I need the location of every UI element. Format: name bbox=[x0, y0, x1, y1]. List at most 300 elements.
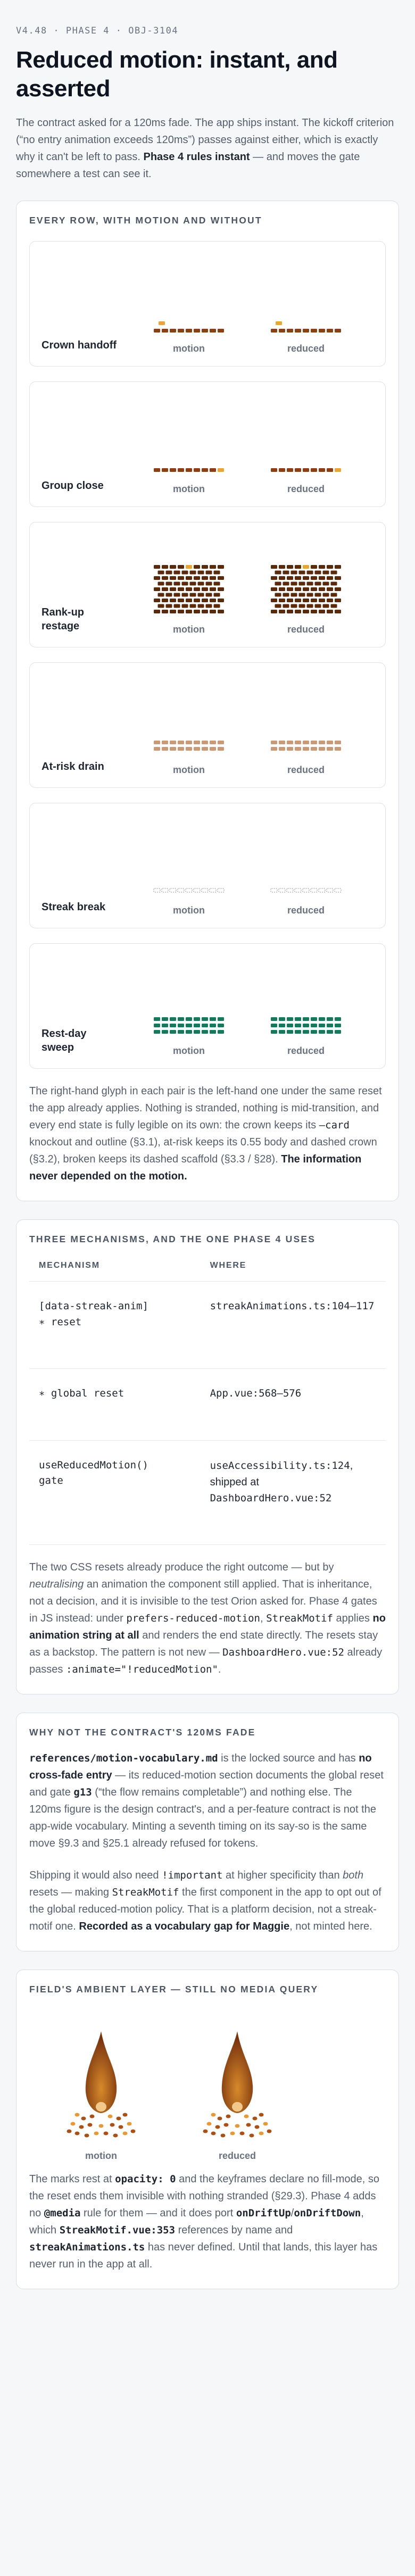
tile-mark bbox=[311, 610, 317, 613]
text: The marks rest at bbox=[29, 2173, 115, 2186]
flame-body bbox=[86, 2031, 117, 2113]
tile-mark bbox=[299, 571, 305, 575]
motion-caption: motion bbox=[173, 905, 205, 916]
tile-mark bbox=[194, 576, 200, 580]
tile-mark bbox=[279, 468, 285, 472]
mechanisms-table bbox=[29, 1261, 386, 1545]
tile-mark bbox=[311, 587, 317, 591]
tile-mark bbox=[214, 604, 220, 608]
italic: neutralising bbox=[29, 1578, 84, 1591]
tile-mark bbox=[218, 1024, 224, 1027]
tile-mark bbox=[210, 468, 216, 472]
tile-mark bbox=[186, 741, 192, 744]
table-row bbox=[29, 1440, 386, 1544]
text: Shipping it would also need bbox=[29, 1869, 162, 1882]
tile-mark bbox=[287, 329, 293, 333]
tile-mark bbox=[315, 582, 321, 586]
where-text: , shipped at bbox=[210, 1459, 353, 1488]
rest-reduced-glyph bbox=[269, 958, 343, 1037]
where-code: App.vue:568–576 bbox=[210, 1387, 302, 1400]
code-span: StreakMotif bbox=[266, 1613, 333, 1625]
break-reduced-glyph bbox=[269, 817, 343, 897]
tile-mark bbox=[327, 576, 333, 580]
ember-dot bbox=[75, 2113, 80, 2117]
tile-mark bbox=[210, 565, 216, 569]
tile-mark bbox=[190, 593, 196, 597]
tile-mark bbox=[335, 576, 341, 580]
tile-mark bbox=[186, 747, 192, 751]
tile-mark bbox=[210, 329, 216, 333]
reduced-caption: reduced bbox=[287, 343, 325, 354]
tile-mark bbox=[174, 593, 180, 597]
tile-mark bbox=[335, 1017, 341, 1021]
tile-mark bbox=[170, 587, 176, 591]
tile-mark bbox=[154, 576, 160, 580]
page bbox=[16, 26, 399, 2289]
tile-mark bbox=[303, 610, 309, 613]
tile-mark bbox=[335, 599, 341, 602]
tile-mark bbox=[210, 587, 216, 591]
tile-mark bbox=[299, 593, 305, 597]
code-span: —card bbox=[319, 1119, 350, 1132]
tile-mark bbox=[166, 593, 172, 597]
tile-mark bbox=[295, 1030, 301, 1034]
flame-core bbox=[96, 2102, 106, 2112]
tile-mark bbox=[327, 610, 333, 613]
tile-mark bbox=[307, 571, 313, 575]
ember-dot bbox=[218, 2117, 222, 2121]
tile-mark bbox=[291, 582, 297, 586]
row-label: Crown handoff bbox=[42, 339, 117, 352]
ember-dot bbox=[81, 2117, 86, 2121]
tile-mark bbox=[154, 1024, 160, 1027]
tile-mark bbox=[206, 604, 212, 608]
tile-mark bbox=[210, 1024, 216, 1027]
tile-mark bbox=[178, 1030, 184, 1034]
flame-body bbox=[222, 2031, 253, 2113]
tile-mark bbox=[303, 1030, 309, 1034]
tile-mark bbox=[194, 565, 200, 569]
tile-mark bbox=[194, 329, 200, 333]
tile-mark bbox=[218, 888, 224, 892]
tile-mark bbox=[194, 587, 200, 591]
field-stage bbox=[29, 2006, 386, 2165]
mechanism-name: gate bbox=[39, 1475, 63, 1487]
ember-dot bbox=[259, 2113, 264, 2117]
ember-dot bbox=[67, 2130, 72, 2133]
code-span: g13 bbox=[73, 1786, 92, 1799]
tile-mark bbox=[283, 593, 289, 597]
tile-mark bbox=[319, 747, 325, 751]
tile-mark bbox=[186, 329, 192, 333]
tile-mark bbox=[299, 604, 305, 608]
row-at-risk-drain bbox=[29, 662, 386, 788]
tile-mark bbox=[279, 565, 285, 569]
ember-dot bbox=[110, 2123, 115, 2127]
tile-mark bbox=[287, 610, 293, 613]
tile-mark bbox=[335, 587, 341, 591]
ember-dot bbox=[244, 2115, 249, 2118]
tile-mark bbox=[287, 565, 293, 569]
rank-reduced-glyph bbox=[269, 536, 343, 616]
tile-mark bbox=[275, 571, 281, 575]
italic: both bbox=[343, 1869, 364, 1882]
tile-mark bbox=[271, 599, 277, 602]
mechanisms-card bbox=[16, 1219, 399, 1694]
tile-mark bbox=[275, 582, 281, 586]
drain-reduced-glyph bbox=[269, 677, 343, 757]
tile-mark bbox=[218, 576, 224, 580]
ember-dot bbox=[253, 2117, 258, 2121]
table-header-row bbox=[29, 1261, 386, 1282]
tile-mark bbox=[327, 1024, 333, 1027]
tile-mark bbox=[162, 1024, 168, 1027]
tile-mark bbox=[154, 747, 160, 751]
mechanism-code: [data-streak-anim] bbox=[39, 1300, 148, 1312]
text: an animation the component still applied. That is inheritance, not a decision, and it is invisible to the test Orion asked for. Phase 4 gates in JS instead: under bbox=[29, 1578, 377, 1625]
tile-mark bbox=[311, 1030, 317, 1034]
text: knockout and outline (§3.1), at-risk keeps its 0.55 body and dashed crown (§3.2), broken keeps its dashed scaffold (§3.3 / §28). bbox=[29, 1136, 377, 1166]
tile-mark bbox=[271, 565, 277, 569]
tile-mark bbox=[311, 1024, 317, 1027]
tile-mark bbox=[194, 741, 200, 744]
tile-mark bbox=[210, 741, 216, 744]
tile-mark bbox=[194, 1024, 200, 1027]
tile-mark bbox=[335, 468, 341, 472]
tile-mark bbox=[311, 565, 317, 569]
tile-mark bbox=[295, 741, 301, 744]
tile-mark bbox=[303, 599, 309, 602]
tile-mark bbox=[287, 888, 293, 892]
tile-mark bbox=[327, 1030, 333, 1034]
ember-dot bbox=[117, 2117, 121, 2121]
tile-mark bbox=[178, 587, 184, 591]
lede bbox=[16, 114, 399, 182]
code-span: !important bbox=[162, 1869, 223, 1882]
tile-mark bbox=[178, 468, 184, 472]
tile-mark bbox=[162, 576, 168, 580]
text: . bbox=[218, 1664, 221, 1676]
tile-mark bbox=[158, 571, 164, 575]
tile-mark bbox=[303, 888, 309, 892]
tile-mark bbox=[291, 604, 297, 608]
code-span: prefers-reduced-motion bbox=[126, 1613, 261, 1625]
tile-mark bbox=[194, 599, 200, 602]
tile-mark bbox=[202, 1024, 208, 1027]
code-span: StreakMotif bbox=[112, 1887, 179, 1899]
tile-mark bbox=[319, 1017, 325, 1021]
mechanism-cell bbox=[29, 1282, 201, 1369]
code-span: opacity: 0 bbox=[115, 2173, 176, 2186]
flame-reduced-icon bbox=[197, 2027, 277, 2144]
tile-mark bbox=[303, 747, 309, 751]
tile-mark bbox=[331, 571, 337, 575]
tile-mark bbox=[276, 321, 282, 325]
ember-dot bbox=[246, 2123, 251, 2127]
break-glyph-svg bbox=[269, 884, 343, 897]
text: is the locked source and has bbox=[218, 1752, 359, 1765]
tile-mark bbox=[331, 604, 337, 608]
tile-mark bbox=[218, 747, 224, 751]
tile-mark bbox=[327, 468, 333, 472]
tile-mark bbox=[279, 747, 285, 751]
tile-mark bbox=[287, 1024, 293, 1027]
tile-mark bbox=[319, 565, 325, 569]
rest-glyph-svg bbox=[269, 1014, 343, 1037]
tile-mark bbox=[319, 599, 325, 602]
table-row bbox=[29, 1369, 386, 1440]
break-glyph-svg bbox=[152, 884, 226, 897]
ember-dot bbox=[119, 2125, 123, 2129]
tile-mark bbox=[162, 468, 168, 472]
tile-mark bbox=[170, 599, 176, 602]
tile-mark bbox=[158, 582, 164, 586]
tile-mark bbox=[319, 1030, 325, 1034]
tile-mark bbox=[178, 888, 184, 892]
code-span: @media bbox=[44, 2207, 81, 2220]
lede-text: The contract asked for a 120ms fade. The app ships instant. The kickoff criterion (“no entry animation exceeds 120ms”) passes against either, which is exactly why it can't be left to pass. bbox=[16, 117, 394, 163]
tile-mark bbox=[154, 610, 160, 613]
ember-dot bbox=[215, 2125, 220, 2129]
ember-dot bbox=[85, 2134, 89, 2138]
tile-mark bbox=[279, 1024, 285, 1027]
card-title: FIELD'S AMBIENT LAYER — STILL NO MEDIA QUERY bbox=[29, 1984, 319, 1995]
text: and the keyframes declare no fill-mode, so the reset ends them invisible with nothing stranded (§29.3). Phase 4 adds no bbox=[29, 2173, 379, 2220]
tile-mark bbox=[174, 604, 180, 608]
where-cell bbox=[201, 1369, 386, 1440]
tile-mark bbox=[154, 587, 160, 591]
tile-mark bbox=[279, 599, 285, 602]
crown-reduced-glyph bbox=[269, 255, 343, 335]
mechanism-code: useReducedMotion() bbox=[39, 1459, 148, 1471]
text: rule for them — and it does port bbox=[80, 2207, 236, 2220]
row-label: At-risk drain bbox=[42, 761, 104, 773]
rank-glyph-svg bbox=[269, 563, 343, 616]
tile-mark bbox=[291, 593, 297, 597]
tile-mark bbox=[271, 587, 277, 591]
text: , not minted here. bbox=[289, 1921, 372, 1933]
tile-mark bbox=[299, 582, 305, 586]
tile-mark bbox=[271, 888, 277, 892]
tile-mark bbox=[166, 604, 172, 608]
ember-dot bbox=[75, 2132, 80, 2135]
tile-mark bbox=[178, 576, 184, 580]
code-span: DashboardHero.vue:52 bbox=[222, 1647, 344, 1659]
reduced-caption: reduced bbox=[287, 905, 325, 916]
row-rest-day-sweep bbox=[29, 943, 386, 1069]
tile-mark bbox=[162, 599, 168, 602]
tile-mark bbox=[271, 576, 277, 580]
drain-glyph-svg bbox=[269, 735, 343, 757]
tile-mark bbox=[287, 1030, 293, 1034]
tile-mark bbox=[335, 329, 341, 333]
tile-mark bbox=[206, 582, 212, 586]
tile-mark bbox=[323, 582, 329, 586]
reduced-caption: reduced bbox=[287, 1045, 325, 1057]
tile-mark bbox=[303, 565, 309, 569]
code-span: onDriftDown bbox=[294, 2207, 361, 2220]
tile-mark bbox=[315, 571, 321, 575]
tile-mark bbox=[319, 741, 325, 744]
tile-mark bbox=[319, 587, 325, 591]
tile-mark bbox=[323, 571, 329, 575]
row-label: Streak break bbox=[42, 901, 106, 913]
row-label: Rest-day sweep bbox=[42, 1028, 87, 1054]
tile-mark bbox=[271, 329, 277, 333]
tile-mark bbox=[319, 576, 325, 580]
tile-mark bbox=[170, 747, 176, 751]
text: applies bbox=[333, 1613, 373, 1625]
tile-mark bbox=[315, 593, 321, 597]
tile-mark bbox=[295, 329, 301, 333]
reduced-caption: reduced bbox=[287, 624, 325, 635]
ember-dot bbox=[108, 2115, 113, 2118]
tile-mark bbox=[275, 604, 281, 608]
tile-mark bbox=[202, 747, 208, 751]
tile-mark bbox=[210, 747, 216, 751]
tile-mark bbox=[303, 329, 309, 333]
tile-mark bbox=[178, 329, 184, 333]
tile-mark bbox=[295, 610, 301, 613]
tile-mark bbox=[206, 593, 212, 597]
tile-mark bbox=[218, 587, 224, 591]
tile-mark bbox=[279, 1030, 285, 1034]
rank-glyph-svg bbox=[152, 563, 226, 616]
tile-mark bbox=[271, 1017, 277, 1021]
close-glyph-svg bbox=[152, 463, 226, 476]
tile-mark bbox=[295, 565, 301, 569]
flame-core bbox=[232, 2102, 243, 2112]
motion-caption: motion bbox=[85, 2150, 117, 2162]
tile-mark bbox=[327, 741, 333, 744]
tile-mark bbox=[202, 565, 208, 569]
tile-mark bbox=[186, 576, 192, 580]
tile-mark bbox=[311, 741, 317, 744]
tile-mark bbox=[335, 610, 341, 613]
tile-mark bbox=[170, 468, 176, 472]
tile-mark bbox=[190, 604, 196, 608]
tile-mark bbox=[198, 593, 204, 597]
tile-mark bbox=[327, 888, 333, 892]
tile-mark bbox=[170, 565, 176, 569]
emphasis: The information never depended on the motion. bbox=[29, 1153, 362, 1183]
tile-mark bbox=[186, 1030, 192, 1034]
tile-mark bbox=[170, 576, 176, 580]
flame-motion-icon bbox=[61, 2027, 141, 2144]
ember-dot bbox=[79, 2125, 84, 2129]
tile-mark bbox=[186, 610, 192, 613]
text: resets — making bbox=[29, 1887, 112, 1899]
field-paragraph bbox=[29, 2171, 386, 2273]
where-code: DashboardHero.vue:52 bbox=[210, 1492, 332, 1504]
tile-mark bbox=[154, 741, 160, 744]
tile-mark bbox=[178, 565, 184, 569]
tile-mark bbox=[154, 329, 160, 333]
tile-mark bbox=[295, 587, 301, 591]
tile-mark bbox=[307, 604, 313, 608]
ember-dot bbox=[123, 2132, 128, 2135]
tile-mark bbox=[303, 587, 309, 591]
tile-mark bbox=[311, 599, 317, 602]
break-motion-glyph bbox=[152, 817, 226, 897]
page-title: Reduced motion: instant, and asserted bbox=[16, 47, 338, 102]
mechanism-name: ∗ reset bbox=[39, 1316, 82, 1328]
tile-mark bbox=[162, 329, 168, 333]
tile-mark bbox=[178, 747, 184, 751]
tile-mark bbox=[271, 747, 277, 751]
tile-mark bbox=[178, 1017, 184, 1021]
tile-mark bbox=[218, 599, 224, 602]
tile-mark bbox=[154, 468, 160, 472]
tile-mark bbox=[327, 329, 333, 333]
tile-mark bbox=[194, 888, 200, 892]
why-paragraph-2 bbox=[29, 1867, 386, 1935]
tile-mark bbox=[210, 1030, 216, 1034]
tile-mark bbox=[295, 468, 301, 472]
ember-dot bbox=[71, 2122, 76, 2126]
tile-mark bbox=[311, 747, 317, 751]
ember-dot bbox=[250, 2134, 254, 2138]
tile-mark bbox=[319, 329, 325, 333]
card-title: THREE MECHANISMS, AND THE ONE PHASE 4 USES bbox=[29, 1234, 316, 1245]
tile-mark bbox=[186, 599, 192, 602]
tile-mark bbox=[170, 1024, 176, 1027]
motion-caption: motion bbox=[173, 624, 205, 635]
tile-mark bbox=[311, 1017, 317, 1021]
tile-mark bbox=[218, 741, 224, 744]
eyebrow: V4.48 · PHASE 4 · OBJ-3104 bbox=[16, 26, 179, 36]
tile-mark bbox=[311, 888, 317, 892]
code-span: StreakMotif.vue:353 bbox=[59, 2224, 176, 2237]
drain-motion-glyph bbox=[152, 677, 226, 757]
rank-motion-glyph bbox=[152, 536, 226, 616]
ember-dot bbox=[240, 2132, 245, 2135]
mechanisms-summary bbox=[29, 1559, 386, 1678]
ember-dot bbox=[131, 2130, 136, 2133]
ember-dot bbox=[99, 2124, 104, 2128]
tile-mark bbox=[159, 321, 165, 325]
tile-mark bbox=[279, 741, 285, 744]
motion-caption: motion bbox=[173, 343, 205, 354]
tile-mark bbox=[182, 582, 188, 586]
ember-dot bbox=[267, 2130, 272, 2133]
reduced-caption: reduced bbox=[287, 765, 325, 776]
tile-mark bbox=[271, 610, 277, 613]
tile-mark bbox=[295, 1024, 301, 1027]
tile-mark bbox=[287, 576, 293, 580]
tile-mark bbox=[210, 576, 216, 580]
tile-mark bbox=[170, 741, 176, 744]
tile-mark bbox=[162, 1017, 168, 1021]
tile-mark bbox=[190, 582, 196, 586]
tile-mark bbox=[174, 571, 180, 575]
motion-caption: motion bbox=[173, 484, 205, 495]
tile-mark bbox=[303, 741, 309, 744]
tile-mark bbox=[279, 610, 285, 613]
tile-mark bbox=[178, 741, 184, 744]
tile-mark bbox=[327, 1017, 333, 1021]
tile-mark bbox=[154, 888, 160, 892]
tile-mark bbox=[291, 571, 297, 575]
close-reduced-glyph bbox=[269, 396, 343, 476]
row-streak-break bbox=[29, 803, 386, 928]
tile-mark bbox=[311, 329, 317, 333]
tile-mark bbox=[198, 571, 204, 575]
emphasis: no animation string at all bbox=[29, 1613, 386, 1642]
tile-mark bbox=[303, 1017, 309, 1021]
ember-dot bbox=[207, 2122, 212, 2126]
tile-mark bbox=[170, 888, 176, 892]
